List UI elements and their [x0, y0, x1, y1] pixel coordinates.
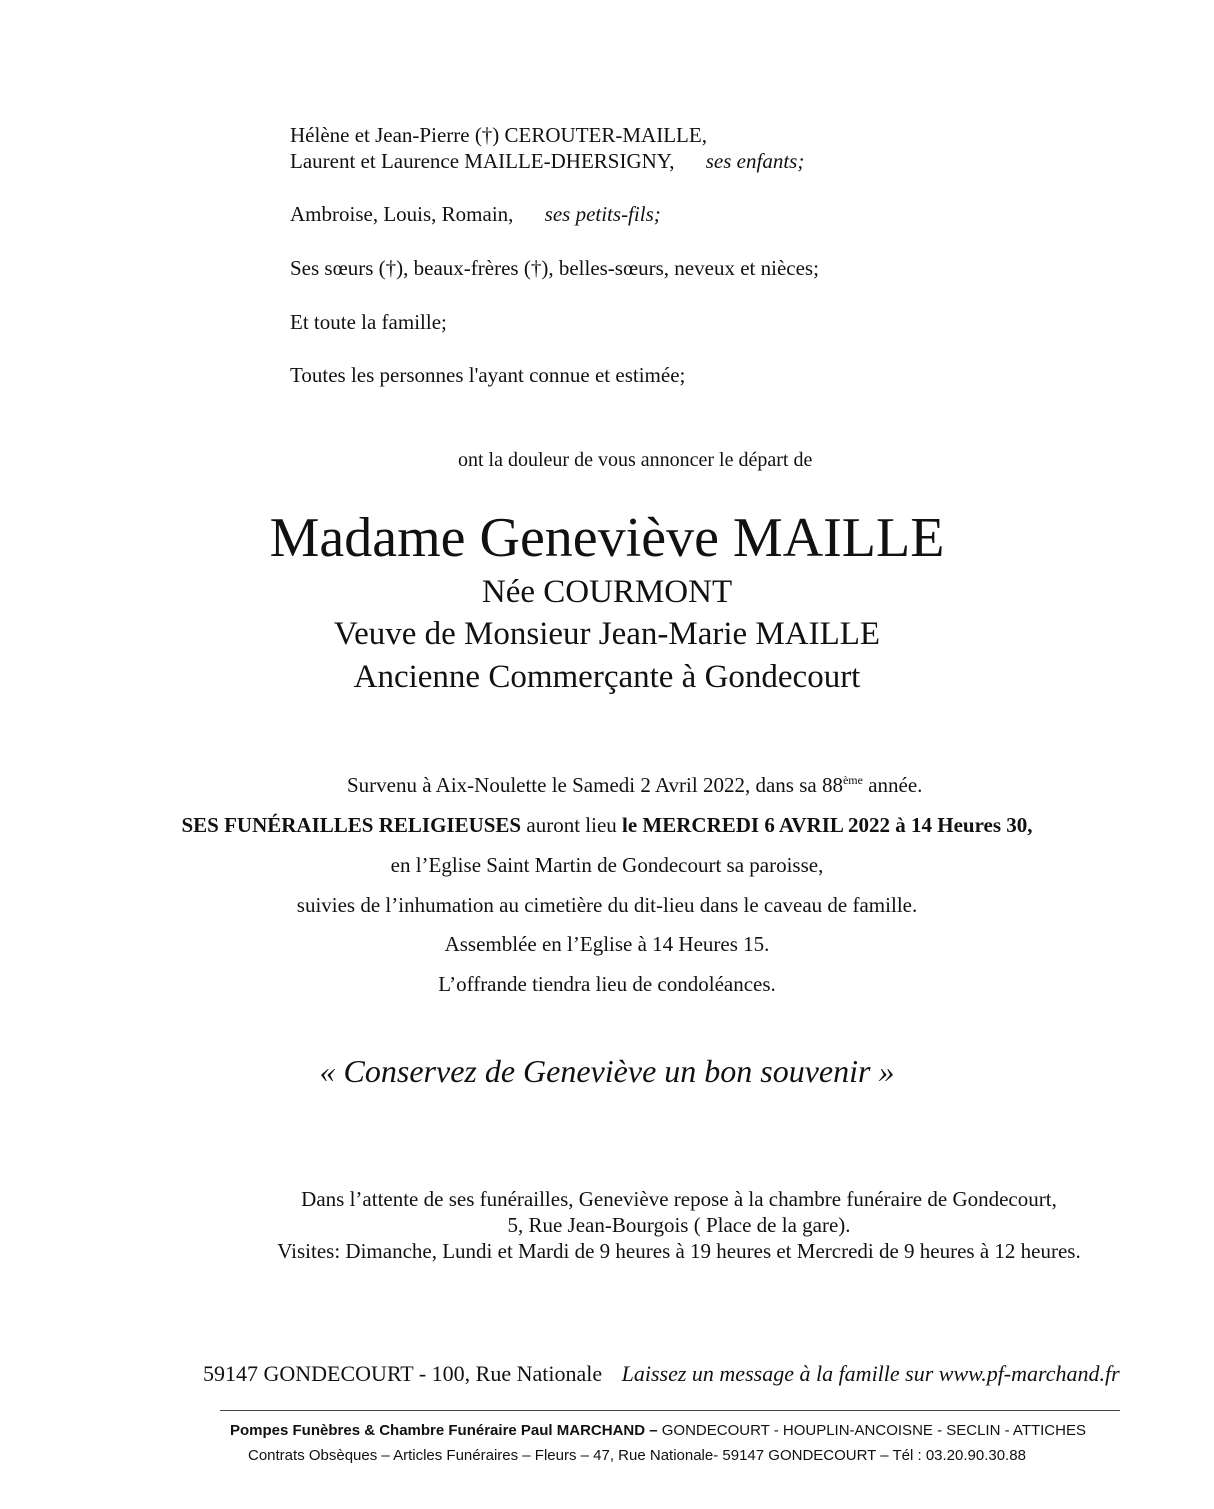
death-text-end: année. [862, 773, 923, 797]
deceased-name: Madame Geneviève MAILLE [269, 507, 945, 569]
footer-services-line: Contrats Obsèques – Articles Funéraires – Fleurs – 47, Rue Nationale- 59147 GONDECOURT – Tél : 03.20.90.30.88 [248, 1447, 1026, 1464]
footer-company-line [230, 1422, 1086, 1439]
funeral-title: SES FUNÉRAILLES RELIGIEUSES [181, 813, 522, 837]
whole-family-line: Et toute la famille; [290, 310, 447, 334]
visitation-line-2: 5, Rue Jean-Bourgois ( Place de la gare). [507, 1213, 851, 1237]
assembly-line: Assemblée en l’Eglise à 14 Heures 15. [444, 932, 770, 956]
children-line-2 [290, 148, 804, 174]
occupation-line: Ancienne Commerçante à Gondecourt [353, 659, 861, 695]
siblings-line: Ses sœurs (†), beaux-frères (†), belles-sœurs, neveux et nièces; [290, 256, 819, 280]
widow-line: Veuve de Monsieur Jean-Marie MAILLE [333, 616, 881, 652]
death-line [347, 773, 922, 798]
grandchildren-names: Ambroise, Louis, Romain, [290, 202, 514, 226]
visitation-line-3: Visites: Dimanche, Lundi et Mardi de 9 heures à 19 heures et Mercredi de 9 heures à 12 heures. [277, 1239, 1081, 1263]
children-names-2: Laurent et Laurence MAILLE-DHERSIGNY, [290, 149, 675, 173]
birth-name: Née COURMONT [481, 574, 733, 610]
visitation-line-1: Dans l’attente de ses funérailles, Geneviève repose à la chambre funéraire de Gondecourt, [301, 1187, 1057, 1211]
children-line-1: Hélène et Jean-Pierre (†) CEROUTER-MAILLE, [290, 123, 707, 147]
funeral-date: le MERCREDI 6 AVRIL 2022 à 14 Heures 30, [622, 813, 1033, 837]
contact-message: Laissez un message à la famille sur www.pf-marchand.fr [621, 1361, 1120, 1386]
church-line: en l’Eglise Saint Martin de Gondecourt sa paroisse, [390, 853, 824, 877]
offering-line: L’offrande tiendra lieu de condoléances. [438, 972, 776, 996]
contact-line [203, 1361, 1120, 1387]
grandchildren-role: ses petits-fils; [544, 202, 661, 226]
acquaintances-line: Toutes les personnes l'ayant connue et estimée; [290, 363, 686, 387]
death-superscript: ème [842, 773, 863, 787]
funeral-mid: auront lieu [521, 813, 623, 837]
announcement-line: ont la douleur de vous annoncer le départ de [458, 449, 813, 471]
children-role: ses enfants; [705, 149, 805, 173]
death-text: Survenu à Aix-Noulette le Samedi 2 Avril 2022, dans sa 88 [347, 773, 843, 797]
contact-address: 59147 GONDECOURT - 100, Rue Nationale [203, 1361, 603, 1386]
memorial-quote: « Conservez de Geneviève un bon souvenir » [319, 1053, 895, 1089]
footer-locations: GONDECOURT - HOUPLIN-ANCOISNE - SECLIN - ATTICHES [657, 1422, 1086, 1439]
footer-divider [220, 1410, 1120, 1411]
grandchildren-line [290, 201, 661, 227]
footer-company: Pompes Funèbres & Chambre Funéraire Paul MARCHAND – [230, 1422, 658, 1439]
funeral-line [0, 813, 1214, 838]
burial-line: suivies de l’inhumation au cimetière du dit-lieu dans le caveau de famille. [296, 893, 918, 917]
